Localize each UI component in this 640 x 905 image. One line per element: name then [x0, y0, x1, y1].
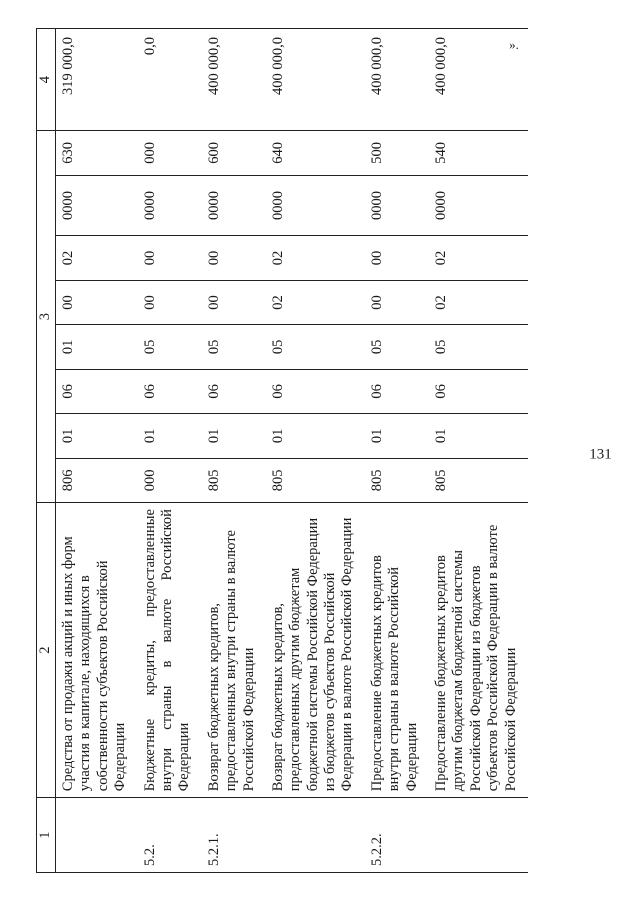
- code-article: 01: [56, 325, 138, 369]
- code-group: 01: [202, 414, 266, 458]
- code-subgroup: 06: [266, 369, 365, 413]
- table-row: [56, 29, 138, 873]
- code-kosgu: 600: [202, 131, 266, 175]
- code-kosgu: 540: [429, 131, 528, 175]
- code-article: 05: [429, 325, 528, 369]
- code-subarticle: 00: [202, 280, 266, 324]
- code-group: 01: [266, 414, 365, 458]
- closing-quote-mark: ».: [509, 37, 519, 53]
- code-element: 02: [56, 236, 138, 280]
- code-program: 0000: [202, 175, 266, 236]
- row-amount: 400 000,0: [365, 29, 429, 131]
- header-col-4: 4: [37, 29, 56, 131]
- code-element: 00: [138, 236, 202, 280]
- code-admin: 806: [56, 458, 138, 502]
- header-col-2: 2: [37, 503, 56, 798]
- code-admin: 805: [202, 458, 266, 502]
- row-number: [266, 798, 365, 873]
- code-element: 00: [202, 236, 266, 280]
- table-row: [429, 29, 528, 873]
- code-subgroup: 06: [365, 369, 429, 413]
- code-article: 05: [365, 325, 429, 369]
- row-amount: 400 000,0: [202, 29, 266, 131]
- code-group: 01: [56, 414, 138, 458]
- budget-table: [36, 28, 528, 873]
- code-subarticle: 00: [138, 280, 202, 324]
- code-admin: 805: [266, 458, 365, 502]
- code-program: 0000: [138, 175, 202, 236]
- row-number: [56, 798, 138, 873]
- code-kosgu: 640: [266, 131, 365, 175]
- code-kosgu: 630: [56, 131, 138, 175]
- row-description: Средства от продажи акций и иных форм участия в капитале, находящихся в собственности субъектов Российской Федерации: [56, 503, 138, 798]
- row-number: 5.2.: [138, 798, 202, 873]
- code-element: 00: [365, 236, 429, 280]
- table-row: [202, 29, 266, 873]
- code-program: 0000: [56, 175, 138, 236]
- row-number: 5.2.1.: [202, 798, 266, 873]
- row-description: Возврат бюджетных кредитов, предоставленных другим бюджетам бюджетной системы Российской Федерации из бюджетов субъектов Российской Федерации в валюте Российской Федерации: [266, 503, 365, 798]
- row-description: Возврат бюджетных кредитов, предоставленных внутри страны в валюте Российской Федерации: [202, 503, 266, 798]
- code-admin: 000: [138, 458, 202, 502]
- code-program: 0000: [365, 175, 429, 236]
- code-subgroup: 06: [56, 369, 138, 413]
- code-admin: 805: [429, 458, 528, 502]
- code-admin: 805: [365, 458, 429, 502]
- row-description: Бюджетные кредиты, предоставленные внутри страны в валюте Российской Федерации: [138, 503, 202, 798]
- code-subarticle: 00: [365, 280, 429, 324]
- row-amount: 0,0: [138, 29, 202, 131]
- code-element: 02: [429, 236, 528, 280]
- table-row: [138, 29, 202, 873]
- code-article: 05: [202, 325, 266, 369]
- table-header: [37, 29, 56, 873]
- header-col-1: 1: [37, 798, 56, 873]
- code-group: 01: [138, 414, 202, 458]
- table-row: [266, 29, 365, 873]
- page-number: 131: [589, 446, 612, 463]
- code-group: 01: [365, 414, 429, 458]
- code-subarticle: 02: [429, 280, 528, 324]
- code-subgroup: 06: [138, 369, 202, 413]
- table-row: [365, 29, 429, 873]
- row-description: Предоставление бюджетных кредитов внутри страны в валюте Российской Федерации: [365, 503, 429, 798]
- row-amount: 319 000,0: [56, 29, 138, 131]
- row-number: [429, 798, 528, 873]
- header-col-3: 3: [37, 131, 56, 503]
- code-subarticle: 00: [56, 280, 138, 324]
- row-amount: 400 000,0: [266, 29, 365, 131]
- code-article: 05: [138, 325, 202, 369]
- code-subgroup: 06: [202, 369, 266, 413]
- code-group: 01: [429, 414, 528, 458]
- row-number: 5.2.2.: [365, 798, 429, 873]
- code-element: 02: [266, 236, 365, 280]
- code-program: 0000: [266, 175, 365, 236]
- code-article: 05: [266, 325, 365, 369]
- row-description: Предоставление бюджетных кредитов другим бюджетам бюджетной системы Российской Федерации из бюджетов субъектов Российской Федерации в валюте Российской Федерации: [429, 503, 528, 798]
- code-subgroup: 06: [429, 369, 528, 413]
- code-kosgu: 000: [138, 131, 202, 175]
- row-amount: 400 000,0: [429, 29, 528, 131]
- code-program: 0000: [429, 175, 528, 236]
- code-kosgu: 500: [365, 131, 429, 175]
- code-subarticle: 02: [266, 280, 365, 324]
